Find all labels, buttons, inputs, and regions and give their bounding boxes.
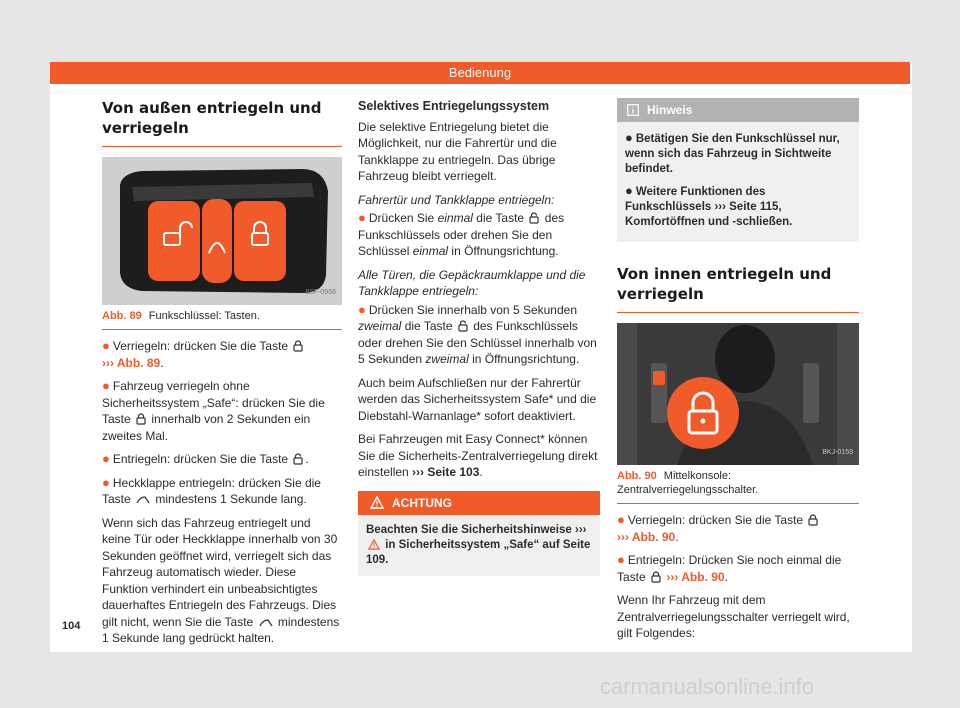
lock-icon [808,514,818,526]
note-body [617,122,859,242]
unlock-icon [458,320,468,332]
list-item: ● Drücken Sie innerhalb von 5 Sekunden zweimal die Taste des Funkschlüssels oder drehen Sie den Schlüssel innerhalb von 5 Sekunden zweimal in Öffnungsrichtung. [358,301,597,366]
note-header [617,98,859,122]
bullet-icon: ● [617,512,625,527]
warning-header [358,491,600,515]
lock-switch-highlight [667,377,739,449]
figure-link[interactable]: ››› Abb. 90 [617,529,676,544]
lock-icon [651,571,661,583]
bullet-icon: ● [625,183,633,198]
italic-label: Alle Türen, die Gepäckraumklappe und die Tankklappe entriegeln: [358,267,586,298]
warning-triangle-icon [370,496,384,509]
figure-tag: BKJ-0159 [822,448,853,456]
watermark: carmanualsonline.info [600,674,815,699]
lock-button-highlight [234,201,286,281]
note-title: Hinweis [647,103,693,117]
warning-body: Beachten Sie die Sicherheitshinweise ››› in Sicherheitssystem „Safe“ auf Seite 109. [358,515,600,576]
figure-caption [102,305,342,330]
trunk-icon [136,495,150,505]
figure-number: Abb. 90 [617,470,657,482]
unlock-icon [293,453,303,465]
trunk-icon [259,618,273,628]
note-box [617,98,859,242]
warning-title: ACHTUNG [392,495,452,510]
body-paragraph: Die selektive Entriegelung bietet die Möglichkeit, nur die Fahrertür und die Tankklappe zu entriegeln. Das übrige Fahrzeug bleibt verriegelt. [358,119,557,183]
list-item: ● Entriegeln: drücken Sie die Taste . [102,451,309,466]
italic-label: Fahrertür und Tankklappe entriegeln: [358,192,555,207]
figure-caption-text: Mittelkonsole: Zentralverriegelungsschalter. [617,470,759,496]
list-item: ● Betätigen Sie den Funkschlüssel nur, wenn sich das Fahrzeug in Sichtweite befindet. [625,130,840,175]
column-right [617,98,859,649]
bullet-icon: ● [102,474,110,490]
unlock-icon [529,212,539,224]
figure-key-fob [102,157,342,305]
column-left [102,98,342,654]
section-heading: Von außen entriegeln und verriegeln [102,98,342,147]
bullet-icon: ● [358,210,366,225]
figure-caption-text: Funkschlüssel: Tasten. [148,310,260,322]
body-paragraph: Bei Fahrzeugen mit Easy Connect* können Sie die Sicherheits-Zentralverriegelung direkt einstellen ››› Seite 103. [358,432,598,479]
page-link[interactable]: ››› Seite 103 [412,465,480,479]
figure-link[interactable]: ››› Abb. 90 [666,569,725,584]
body-paragraph: Auch beim Aufschließen nur der Fahrertür werden das Sicherheitssystem Safe* und die Diebstahl-Warnanlage* sofort deaktiviert. [358,375,597,423]
list-item: ● Drücken Sie einmal die Taste des Funkschlüssels oder drehen Sie den Schlüssel einmal in Öffnungsrichtung. [358,210,565,258]
bullet-icon: ● [358,301,366,317]
body-paragraph: Wenn sich das Fahrzeug entriegelt und keine Tür oder Heckklappe innerhalb von 30 Sekunden geöffnet wird, verriegelt sich das Fahrzeug automatisch wieder. Diese Funktion verhindert ein unbeabsichtigtes dauerhaftes Entriegeln des Fahrzeugs. Dies gilt nicht, wenn Sie die Taste mindestens 1 Sekunde lang gedrückt halten. [102,515,340,645]
trunk-button-highlight [202,199,232,283]
page-number: 104 [62,620,81,632]
chapter-header: Bedienung [50,62,910,84]
unlock-button-highlight [148,201,200,281]
bullet-icon: ● [617,552,625,567]
bullet-icon: ● [102,451,110,466]
body-paragraph: Wenn Ihr Fahrzeug mit dem Zentralverriegelungsschalter verriegelt wird, gilt Folgendes: [617,593,850,640]
figure-center-console [617,323,859,465]
bullet-icon: ● [625,130,633,145]
list-item: ● Fahrzeug verriegeln ohne Sicherheitssystem „Safe“: drücken Sie die Taste innerhalb von 2 Sekunden ein zweites Mal. [102,378,325,443]
list-item: ● Verriegeln: drücken Sie die Taste ››› Abb. 90. [617,512,859,545]
info-icon [627,104,639,116]
subheading: Selektives Entriegelungssystem [358,99,550,113]
list-item: ● Weitere Funktionen des Funkschlüssels ››› Seite 115, Komfortöffnen und -schließen. [625,183,793,228]
warning-triangle-icon [368,539,380,550]
figure-link[interactable]: ››› Abb. 89 [102,355,161,370]
list-item: ● Verriegeln: drücken Sie die Taste ››› Abb. 89. [102,338,342,371]
bullet-icon: ● [102,378,110,393]
bullet-icon: ● [102,338,110,353]
figure-tag: B5F-0956 [305,288,336,296]
key-fob-image [102,157,342,305]
column-middle [358,98,600,576]
list-item: ● Heckklappe entriegeln: drücken Sie die Taste mindestens 1 Sekunde lang. [102,474,321,506]
figure-caption [617,465,859,504]
lock-icon [136,413,146,425]
section-heading: Von innen entriegeln und verriegeln [617,264,859,313]
warning-box [358,491,600,576]
list-item: ● Entriegeln: Drücken Sie noch einmal die Taste ››› Abb. 90. [617,552,842,584]
lock-icon [293,340,303,352]
figure-number: Abb. 89 [102,310,142,322]
